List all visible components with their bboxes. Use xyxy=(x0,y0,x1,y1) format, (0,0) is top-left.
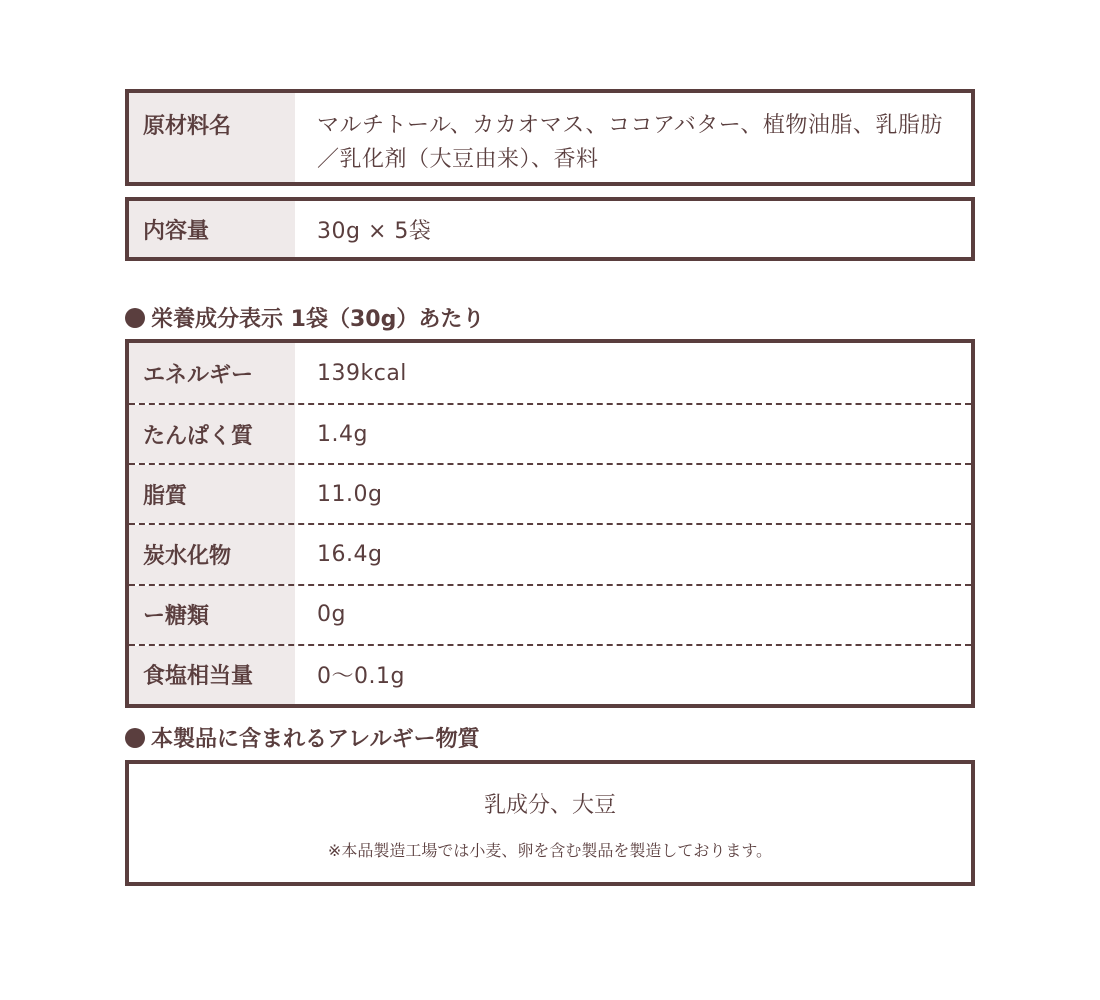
ingredients-line-2: ／乳化剤（大豆由来）、香料 xyxy=(317,147,599,172)
content-amount-table xyxy=(125,197,975,261)
nutrition-value: 11.0g xyxy=(317,481,383,507)
nutrition-row xyxy=(129,523,971,583)
nutrition-label: たんぱく質 xyxy=(129,405,295,463)
nutrition-value: 139kcal xyxy=(317,360,407,386)
nutrition-label: 脂質 xyxy=(129,465,295,523)
nutrition-row xyxy=(129,584,971,644)
allergy-note: ※本品製造工場では小麦、卵を含む製品を製造しております。 xyxy=(327,841,773,860)
nutrition-row xyxy=(129,403,971,463)
content-amount-label: 内容量 xyxy=(129,201,295,257)
nutrition-row xyxy=(129,343,971,403)
nutrition-heading xyxy=(125,302,484,333)
nutrition-table xyxy=(125,339,975,708)
bullet-icon xyxy=(125,728,145,748)
nutrition-label: 炭水化物 xyxy=(129,525,295,583)
nutrition-heading-text: 栄養成分表示 1袋（30g）あたり xyxy=(151,307,485,332)
nutrition-label: エネルギー xyxy=(129,343,295,403)
bullet-icon xyxy=(125,308,145,328)
allergy-heading xyxy=(125,722,480,753)
nutrition-row xyxy=(129,644,971,704)
ingredients-line-1: マルチトール、カカオマス、ココアバター、植物油脂、乳脂肪 xyxy=(317,113,943,138)
ingredients-row xyxy=(129,93,971,182)
ingredients-value xyxy=(295,93,971,182)
nutrition-value: 0g xyxy=(317,602,346,628)
ingredients-label: 原材料名 xyxy=(129,93,295,182)
nutrition-value: 1.4g xyxy=(317,421,368,447)
allergy-items: 乳成分、大豆 xyxy=(483,793,616,818)
content-amount-row xyxy=(129,201,971,257)
nutrition-value: 16.4g xyxy=(317,542,383,568)
nutrition-label: ー糖類 xyxy=(129,586,295,644)
nutrition-label: 食塩相当量 xyxy=(129,646,295,704)
content-amount-value: 30g × 5袋 xyxy=(317,218,432,244)
ingredients-table xyxy=(125,89,975,186)
nutrition-row xyxy=(129,463,971,523)
nutrition-value: 0〜0.1g xyxy=(317,664,405,690)
allergy-heading-text: 本製品に含まれるアレルギー物質 xyxy=(151,727,480,752)
allergy-box xyxy=(125,760,975,886)
